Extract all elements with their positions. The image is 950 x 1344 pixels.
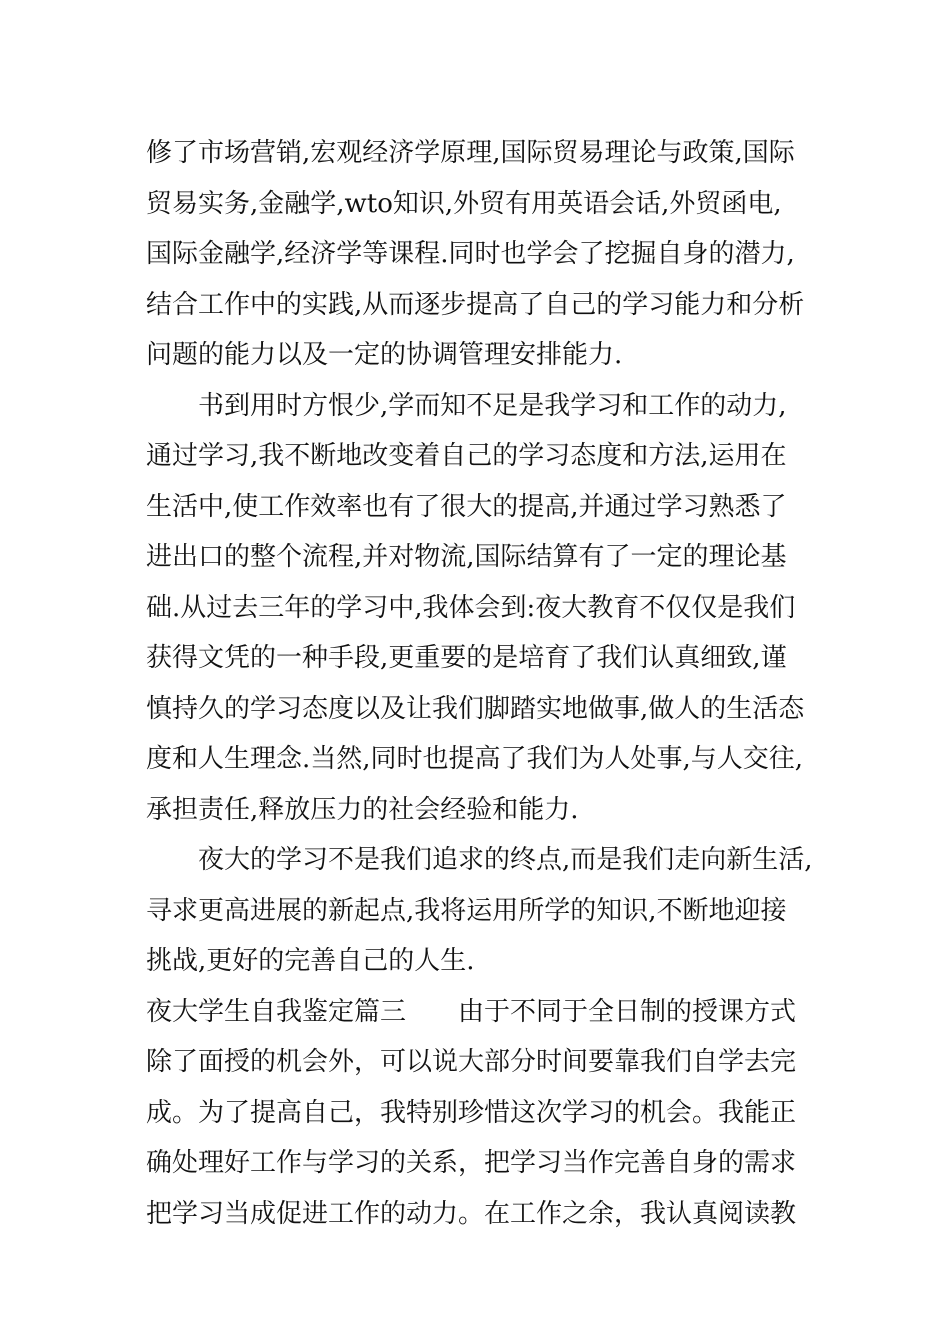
text-line: 生活中,使工作效率也有了很大的提高,并通过学习熟悉了	[146, 491, 787, 522]
text-line: 除了面授的机会外，可以说大部分时间要靠我们自学去完	[146, 1047, 797, 1077]
text-line: 贸易实务,金融学,wto知识,外贸有用英语会话,外贸函电,	[146, 188, 782, 219]
text-line: 获得文凭的一种手段,更重要的是培育了我们认真细致,谨	[146, 643, 787, 673]
text-line: 寻求更高进展的新起点,我将运用所学的知识,不断地迎接	[146, 895, 787, 926]
text-line: 通过学习,我不断地改变着自己的学习态度和方法,运用在	[146, 441, 787, 471]
text-line: 成。为了提高自己，我特别珍惜这次学习的机会。我能正	[146, 1097, 797, 1128]
text-line: 把学习当成促进工作的动力。在工作之余，我认真阅读教	[146, 1198, 797, 1229]
text-line: 挑战,更好的完善自己的人生.	[146, 946, 475, 976]
paragraph-start-line: 夜大的学习不是我们追求的终点,而是我们走向新生活,	[198, 845, 813, 875]
text-line: 国际金融学,经济学等课程.同时也学会了挖掘自身的潜力,	[146, 239, 795, 269]
text-line: 结合工作中的实践,从而逐步提高了自己的学习能力和分析	[146, 289, 805, 320]
section-heading-line: 夜大学生自我鉴定篇三 由于不同于全日制的授课方式	[146, 996, 797, 1027]
text-line: 础.从过去三年的学习中,我体会到:夜大教育不仅仅是我们	[146, 592, 796, 623]
text-line: 修了市场营销,宏观经济学原理,国际贸易理论与政策,国际	[146, 138, 795, 168]
text-line: 慎持久的学习态度以及让我们脚踏实地做事,做人的生活态	[146, 693, 805, 724]
text-line: 确处理好工作与学习的关系，把学习当作完善自身的需求	[146, 1148, 797, 1178]
text-line: 进出口的整个流程,并对物流,国际结算有了一定的理论基	[146, 542, 787, 572]
body-text	[146, 128, 826, 1239]
text-line: 度和人生理念.当然,同时也提高了我们为人处事,与人交往,	[146, 744, 804, 774]
text-line: 承担责任,释放压力的社会经验和能力.	[146, 794, 579, 825]
text-line: 问题的能力以及一定的协调管理安排能力.	[146, 340, 623, 370]
paragraph-start-line: 书到用时方恨少,学而知不足是我学习和工作的动力,	[198, 390, 787, 421]
